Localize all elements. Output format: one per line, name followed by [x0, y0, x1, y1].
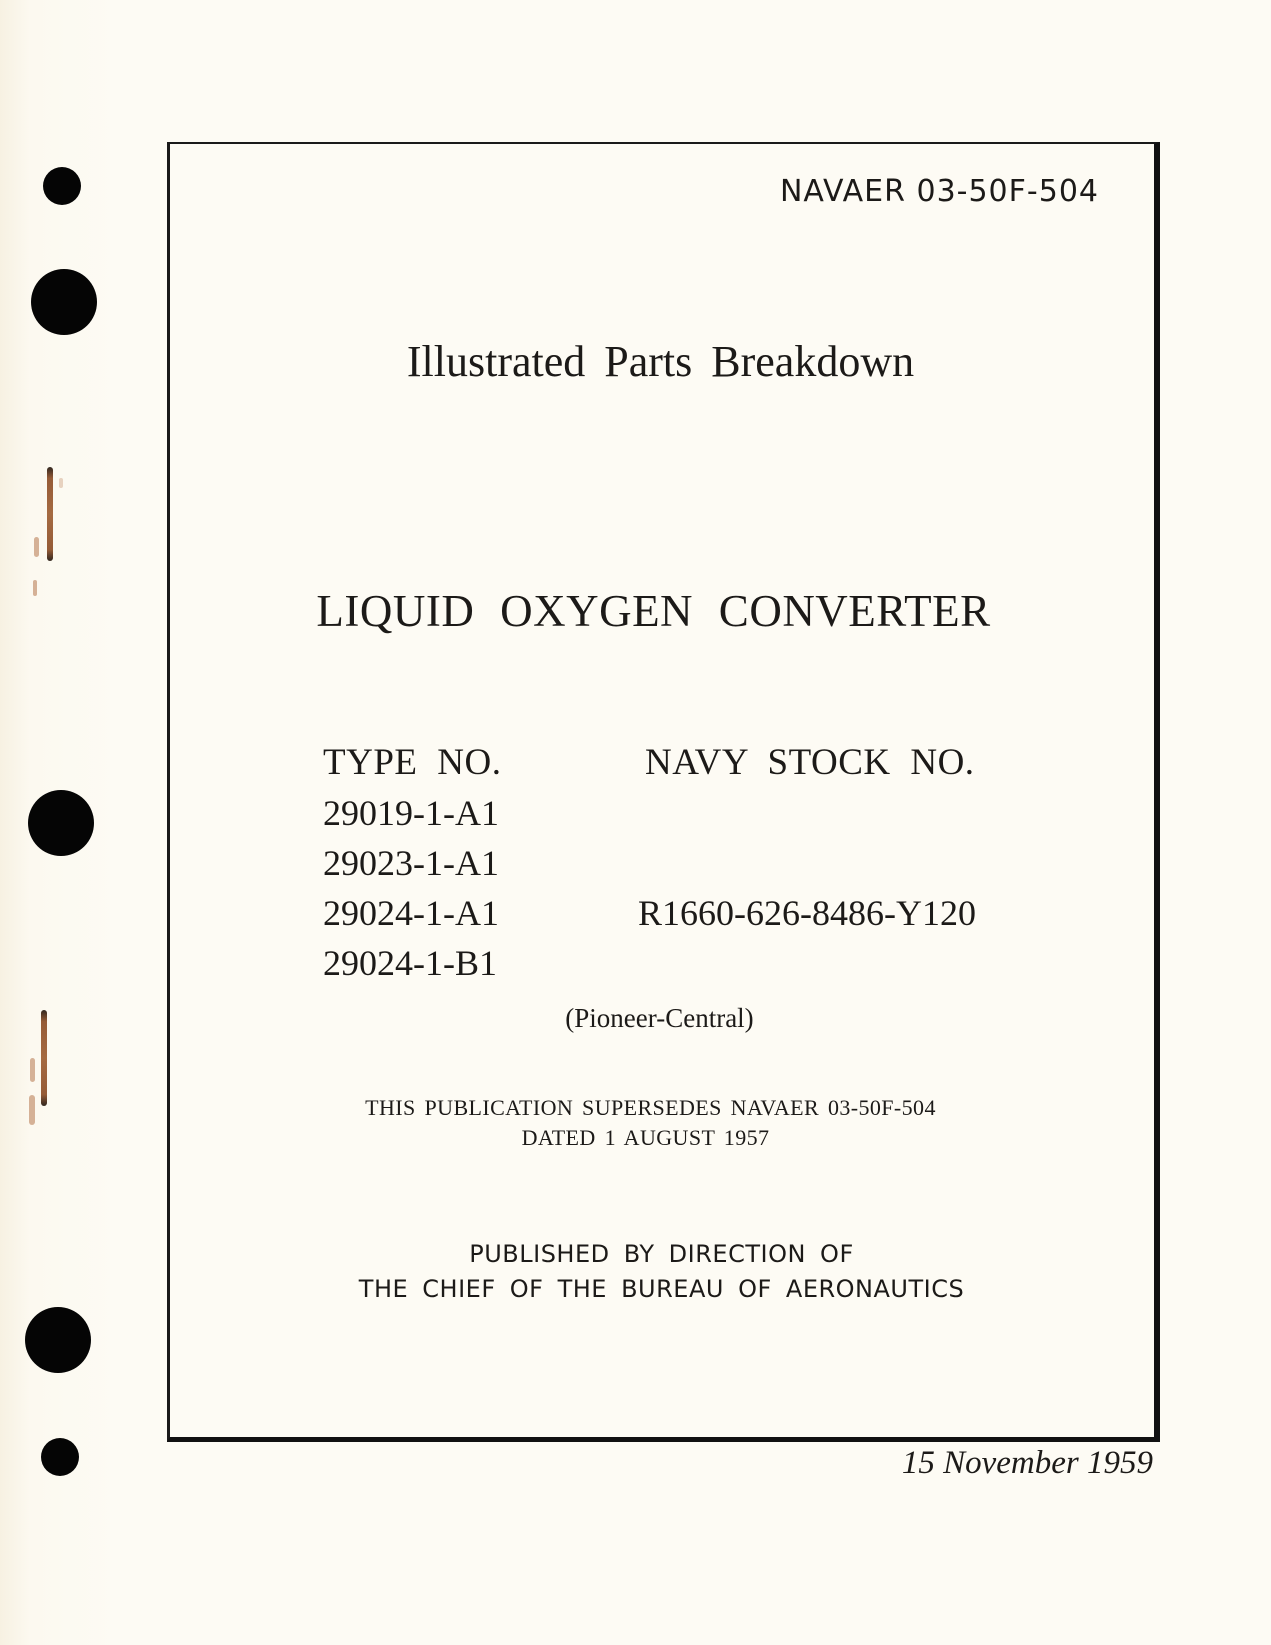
column-header-navy-stock-no: NAVY STOCK NO. — [645, 742, 975, 783]
type-number-cell: 29024-1-A1 — [323, 893, 499, 933]
type-number-cell: 29024-1-B1 — [323, 943, 497, 983]
type-number-cell: 29023-1-A1 — [323, 843, 499, 883]
type-number-cell: 29019-1-A1 — [323, 793, 499, 833]
punch-hole — [31, 269, 97, 335]
publisher-line-2: THE CHIEF OF THE BUREAU OF AERONAUTICS — [358, 1275, 965, 1303]
navy-stock-number-cell — [638, 938, 976, 988]
document-subtitle: Illustrated Parts Breakdown — [406, 337, 915, 386]
punch-hole — [43, 167, 81, 205]
punch-hole — [28, 790, 94, 856]
navy-stock-number-cell: R1660-626-8486-Y120 — [638, 893, 976, 933]
rust-speck — [59, 478, 63, 488]
navy-stock-number-column — [638, 738, 976, 988]
publisher-line-1: PUBLISHED BY DIRECTION OF — [469, 1240, 854, 1268]
type-number-column — [323, 738, 501, 988]
column-header-type-no: TYPE NO. — [323, 742, 502, 783]
rust-speck — [34, 537, 39, 557]
issue-date: 15 November 1959 — [901, 1445, 1153, 1481]
rust-staple-mark — [47, 467, 53, 561]
supersedes-notice-line-1: THIS PUBLICATION SUPERSEDES NAVAER 03-50F-504 — [365, 1095, 936, 1120]
punch-hole — [41, 1438, 79, 1476]
manufacturer-name: (Pioneer-Central) — [565, 1003, 754, 1033]
navy-stock-number-cell — [638, 838, 976, 888]
navy-stock-number-cell — [638, 788, 976, 838]
document-title: LIQUID OXYGEN CONVERTER — [316, 586, 991, 636]
punch-hole — [25, 1307, 91, 1373]
rust-speck — [30, 1058, 35, 1082]
document-number: NAVAER 03-50F-504 — [779, 174, 1099, 209]
supersedes-notice-line-2: DATED 1 AUGUST 1957 — [521, 1125, 770, 1150]
